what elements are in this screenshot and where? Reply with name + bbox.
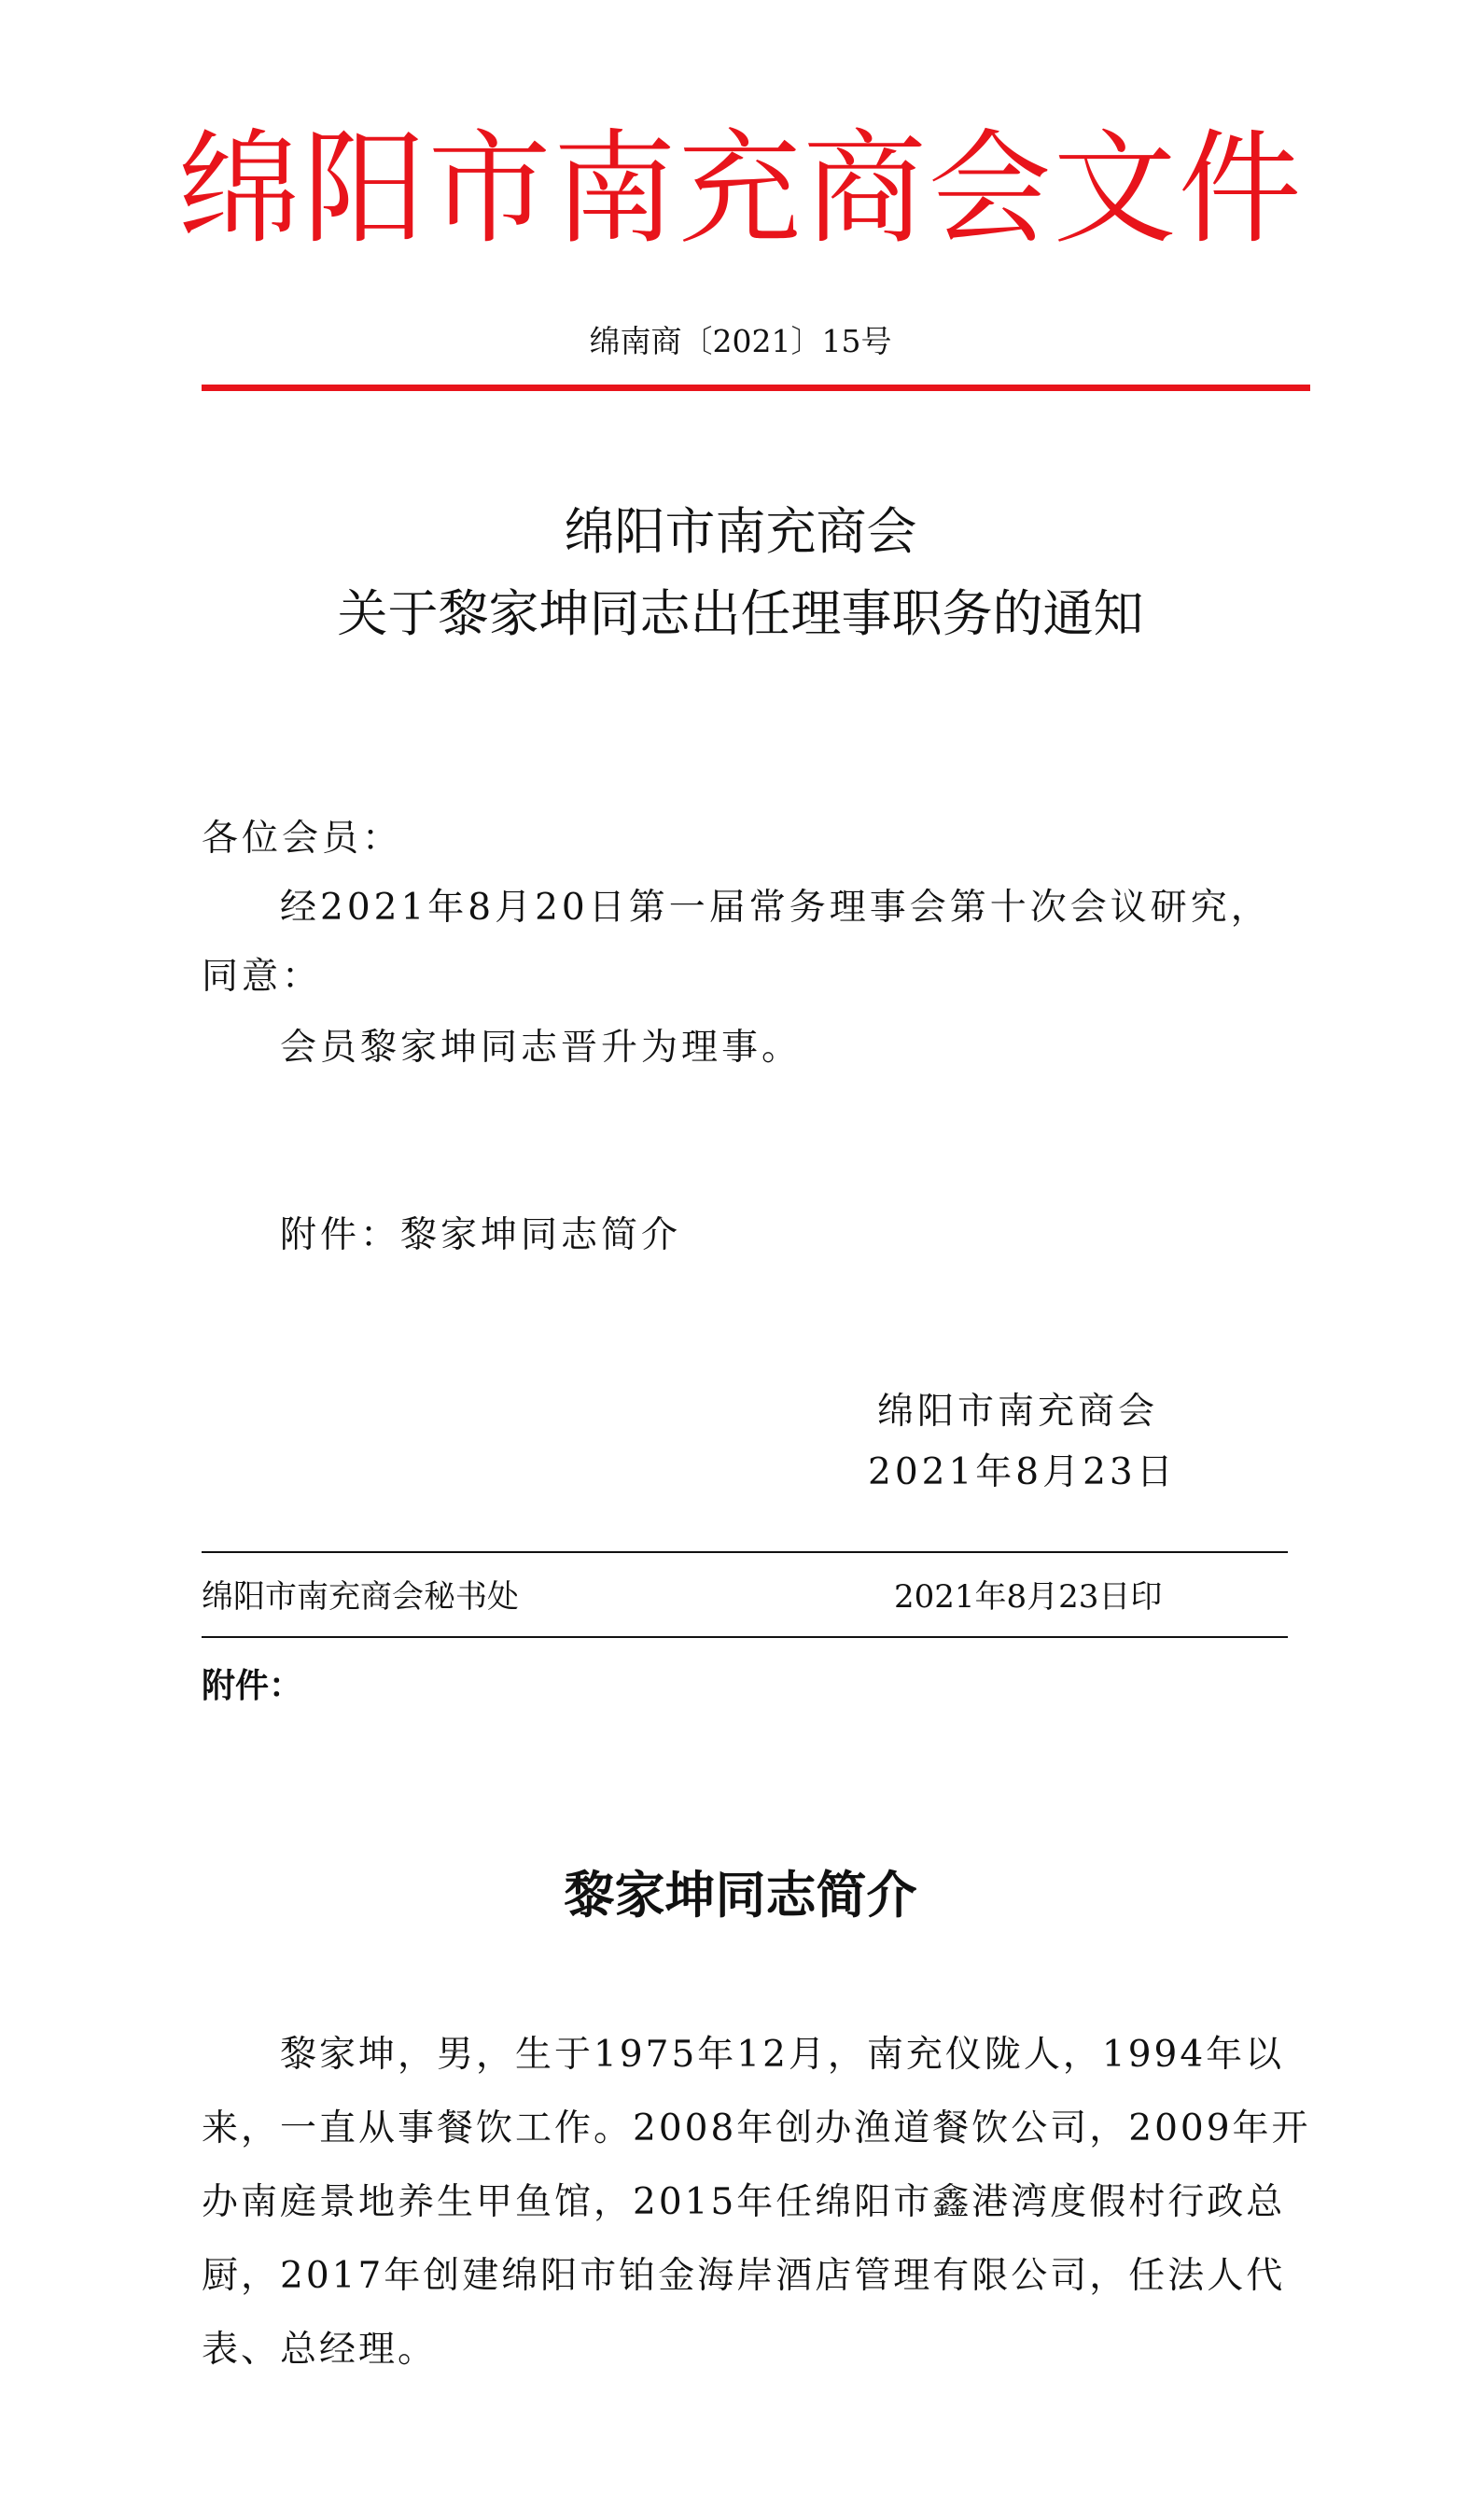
document-header-title: 绵阳市南充商会文件 [177,118,1304,261]
attachment-label: 附件： [202,1667,303,1705]
signature-date: 2021年8月23日 [868,1451,1177,1493]
footer-issuer: 绵阳市南充商会秘书处 [202,1578,519,1616]
signature-organization: 绵阳市南充商会 [877,1391,1159,1433]
decision-text: 会员黎家坤同志晋升为理事。 [280,1027,803,1069]
notice-paragraph-line-1: 经2021年8月20日第一届常务理事会第十次会议研究， [280,887,1271,929]
footer-bottom-rule [202,1636,1288,1638]
salutation: 各位会员： [202,818,403,860]
footer-print-date: 2021年8月23日印 [894,1578,1163,1616]
footer-top-rule [202,1551,1288,1553]
notice-title-line-2: 关于黎家坤同志出任理事职务的通知 [337,584,1144,643]
red-header-divider [202,385,1310,391]
bio-line: 办南庭景地养生甲鱼馆，2015年任绵阳市鑫港湾度假村行政总 [202,2181,1286,2223]
notice-title-line-1: 绵阳市南充商会 [564,502,917,561]
bio-line: 来，一直从事餐饮工作。2008年创办渔道餐饮公司，2009年开 [202,2107,1311,2149]
notice-paragraph-line-2: 同意： [202,956,323,998]
bio-line: 厨，2017年创建绵阳市铂金海岸酒店管理有限公司，任法人代 [202,2255,1286,2297]
attachment-title: 黎家坤同志简介 [564,1866,917,1925]
bio-line: 表、总经理。 [202,2329,438,2371]
bio-line: 黎家坤，男，生于1975年12月，南充仪陇人，1994年以 [280,2034,1285,2076]
attachment-note: 附件：黎家坤同志简介 [280,1214,682,1256]
document-number: 绵南商〔2021〕15号 [589,323,892,359]
